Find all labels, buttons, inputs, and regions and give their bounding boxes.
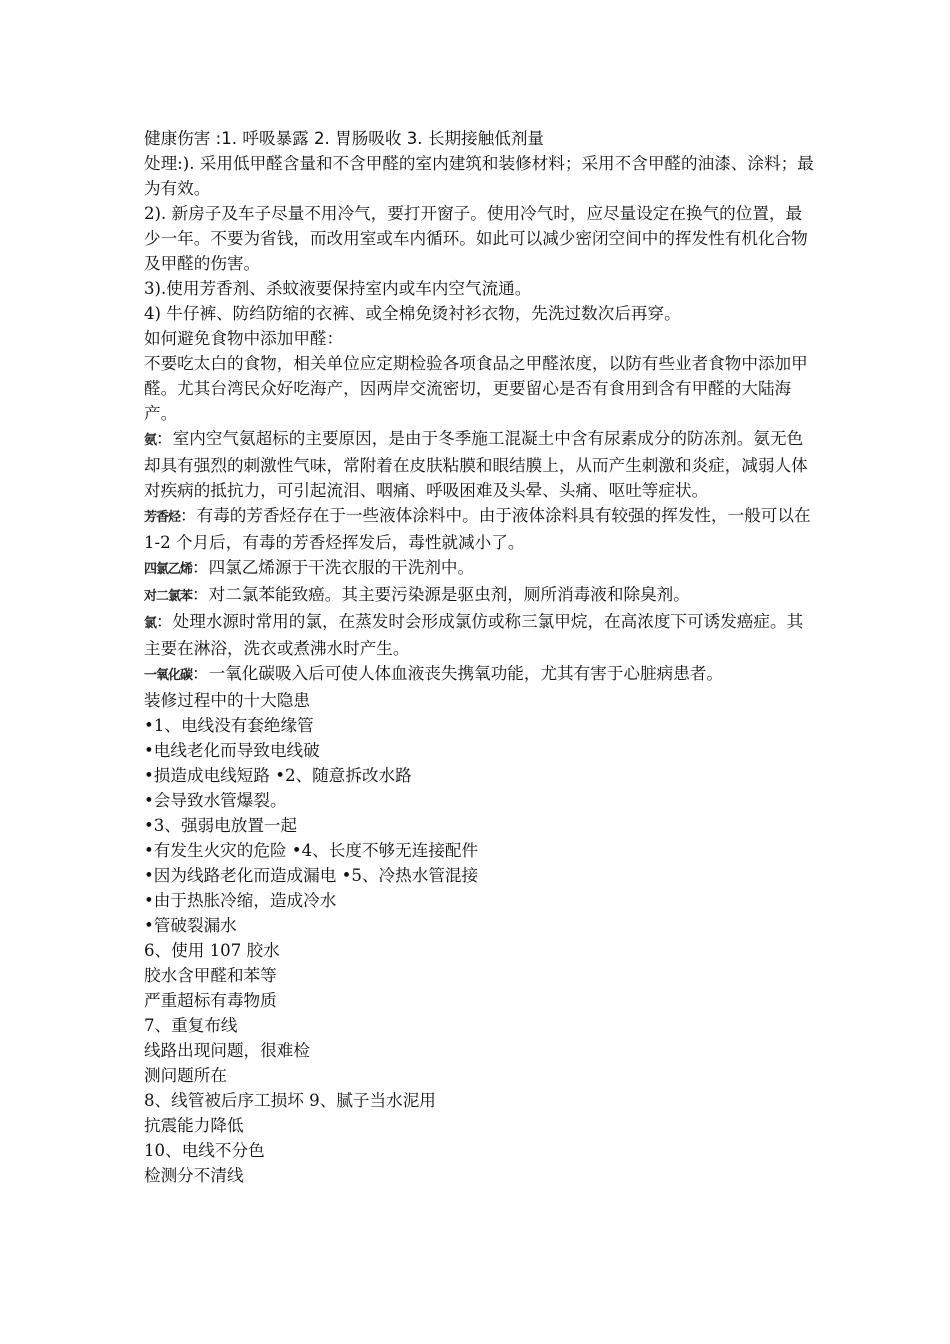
hazard-line: •由于热胀冷缩，造成冷水 — [144, 891, 337, 910]
term-chlorine — [144, 609, 814, 661]
hazard-line: 线路出现问题，很难检 — [144, 1041, 310, 1060]
term-label: 一氧化碳 — [144, 668, 193, 683]
hazard-line: •会导致水管爆裂。 — [144, 791, 287, 810]
term-aromatic — [144, 503, 814, 555]
hazard-line: 检测分不清线 — [144, 1166, 244, 1185]
hazards-heading: 装修过程中的十大隐患 — [144, 691, 310, 710]
hazard-line: 10、电线不分色 — [144, 1141, 265, 1160]
term-ammonia — [144, 426, 814, 503]
treatment-1: 处理:). 采用低甲醛含量和不含甲醛的室内建筑和装修材料；采用不含甲醛的油漆、涂料；最为有效。 — [144, 154, 814, 198]
treatment-4: 4) 牛仔裤、防绉防缩的衣裤、或全棉免烫衬衫衣物，先洗过数次后再穿。 — [144, 304, 681, 323]
term-tetrachloroethylene — [144, 555, 814, 582]
term-label: 四氯乙烯 — [144, 562, 193, 577]
hazard-line: •电线老化而导致电线破 — [144, 741, 320, 760]
term-text: ：对二氯苯能致癌。其主要污染源是驱虫剂，厕所消毒液和除臭剂。 — [192, 585, 690, 604]
hazard-line: 严重超标有毒物质 — [144, 991, 277, 1010]
hazard-line: •3、强弱电放置一起 — [144, 816, 298, 835]
hazard-line: •损造成电线短路 •2、随意拆改水路 — [144, 766, 412, 785]
term-text: ：四氯乙烯源于干洗衣服的干洗剂中。 — [192, 558, 475, 577]
treatment-2: 2). 新房子及车子尽量不用冷气，要打开窗子。使用冷气时，应尽量设定在换气的位置，最少一年。不要为省钱，而改用室或车内循环。如此可以减少密闭空间中的挥发性有机化合物及甲醛的伤害。 — [144, 204, 808, 273]
health-hazard-line: 健康伤害 :1. 呼吸暴露 2. 胃肠吸收 3. 长期接触低剂量 — [144, 129, 545, 148]
term-label: 氯 — [144, 616, 157, 631]
food-paragraph: 不要吃太白的食物，相关单位应定期检验各项食品之甲醛浓度，以防有些业者食物中添加甲醛。尤其台湾民众好吃海产，因两岸交流密切，更要留心是否有食用到含有甲醛的大陆海产。 — [144, 354, 808, 423]
treatment-3: 3).使用芳香剂、杀蚊液要保持室内或车内空气流通。 — [144, 279, 532, 298]
document-page — [144, 126, 814, 1188]
hazard-line: 6、使用 107 胶水 — [144, 941, 280, 960]
term-label: 氨 — [144, 433, 157, 448]
term-text: ：室内空气氨超标的主要原因，是由于冬季施工混凝土中含有尿素成分的防冻剂。氨无色却具有强烈的刺激性气味，常附着在皮肤粘膜和眼结膜上，从而产生刺激和炎症，减弱人体对疾病的抵抗力，可引起流泪、咽痛、呼吸困难及头晕、头痛、呕吐等症状。 — [144, 429, 808, 500]
hazard-line: •管破裂漏水 — [144, 916, 237, 935]
hazard-line: •1、电线没有套绝缘管 — [144, 716, 314, 735]
food-heading: 如何避免食物中添加甲醛： — [144, 329, 344, 348]
term-text: ：一氧化碳吸入后可使人体血液丧失携氧功能，尤其有害于心脏病患者。 — [192, 664, 724, 683]
hazard-line: •因为线路老化而造成漏电 •5、冷热水管混接 — [144, 866, 479, 885]
hazard-line: 7、重复布线 — [144, 1016, 238, 1035]
term-label: 对二氯苯 — [144, 589, 193, 604]
term-carbon-monoxide — [144, 661, 814, 688]
hazard-line: 8、线管被后序工损坏 9、腻子当水泥用 — [144, 1091, 436, 1110]
hazard-line: •有发生火灾的危险 •4、长度不够无连接配件 — [144, 841, 479, 860]
term-dichlorobenzene — [144, 582, 814, 609]
hazard-line: 抗震能力降低 — [144, 1116, 244, 1135]
term-text: ：处理水源时常用的氯，在蒸发时会形成氯仿或称三氯甲烷，在高浓度下可诱发癌症。其主要在淋浴，洗衣或煮沸水时产生。 — [144, 612, 804, 658]
hazard-line: 胶水含甲醛和苯等 — [144, 966, 277, 985]
term-text: ：有毒的芳香烃存在于一些液体涂料中。由于液体涂料具有较强的挥发性，一般可以在 1-2 个月后，有毒的芳香烃挥发后，毒性就减小了。 — [144, 506, 811, 552]
term-label: 芳香烃 — [144, 510, 181, 525]
hazard-line: 测问题所在 — [144, 1066, 227, 1085]
